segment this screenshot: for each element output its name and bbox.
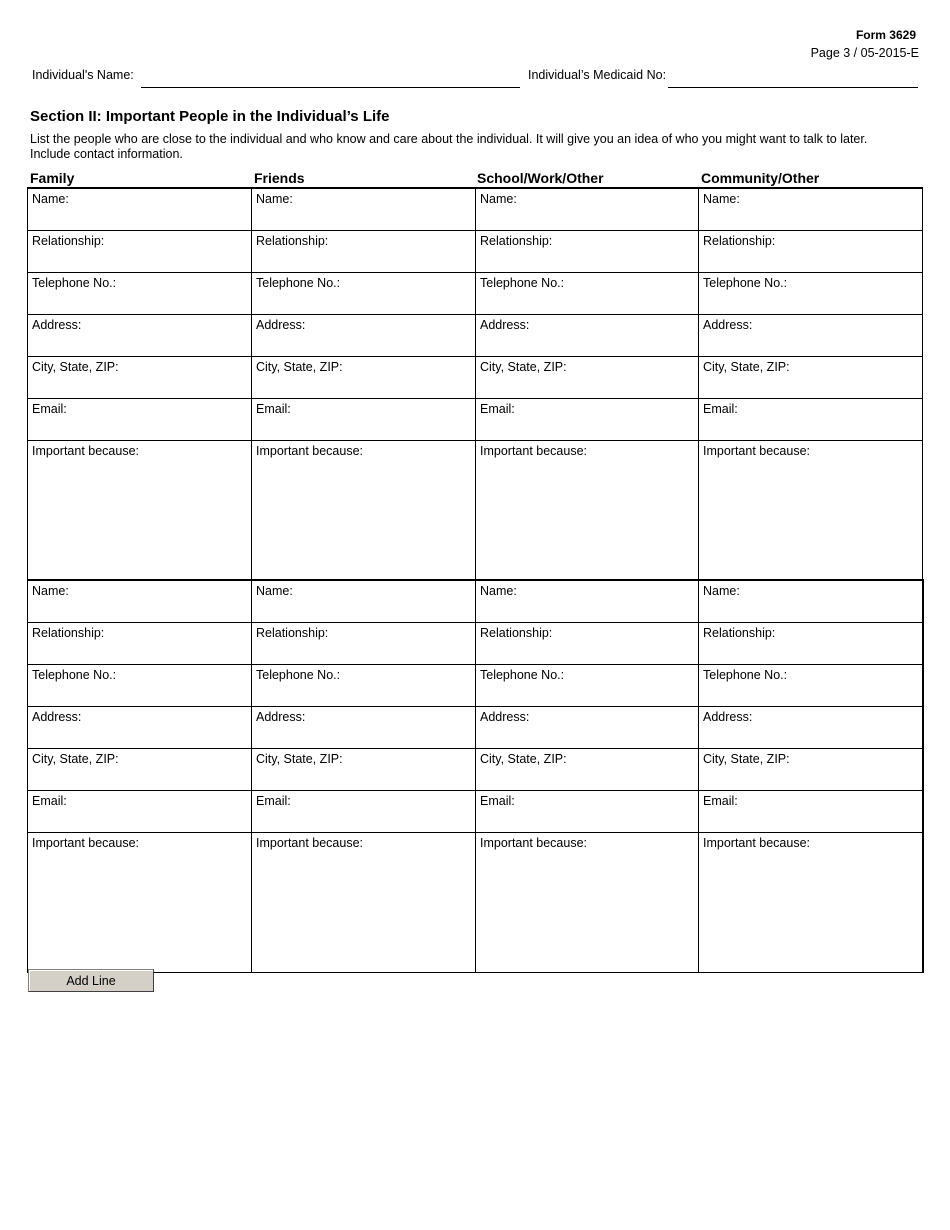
- telephone-field[interactable]: Telephone No.:: [476, 664, 699, 706]
- email-field[interactable]: Email:: [476, 790, 699, 832]
- address-field[interactable]: Address:: [699, 314, 923, 356]
- city-state-zip-field[interactable]: City, State, ZIP:: [28, 748, 252, 790]
- city-state-zip-field[interactable]: City, State, ZIP:: [699, 748, 923, 790]
- name-field[interactable]: Name:: [252, 580, 476, 622]
- telephone-field[interactable]: Telephone No.:: [476, 272, 699, 314]
- relationship-field[interactable]: Relationship:: [28, 622, 252, 664]
- email-field[interactable]: Email:: [28, 398, 252, 440]
- city-state-zip-field[interactable]: City, State, ZIP:: [252, 748, 476, 790]
- relationship-field[interactable]: Relationship:: [699, 230, 923, 272]
- email-field[interactable]: Email:: [252, 398, 476, 440]
- important-because-field[interactable]: Important because:: [252, 832, 476, 972]
- section-title: Section II: Important People in the Individual’s Life: [30, 108, 390, 125]
- important-because-field[interactable]: Important because:: [476, 440, 699, 580]
- address-field[interactable]: Address:: [28, 706, 252, 748]
- telephone-field[interactable]: Telephone No.:: [252, 664, 476, 706]
- address-field[interactable]: Address:: [28, 314, 252, 356]
- important-because-field[interactable]: Important because:: [699, 440, 923, 580]
- relationship-field[interactable]: Relationship:: [252, 230, 476, 272]
- email-field[interactable]: Email:: [476, 398, 699, 440]
- telephone-field[interactable]: Telephone No.:: [699, 272, 923, 314]
- relationship-field[interactable]: Relationship:: [476, 622, 699, 664]
- table-row: [28, 832, 923, 972]
- table-row: [28, 440, 923, 580]
- table-row: [28, 706, 923, 748]
- email-field[interactable]: Email:: [28, 790, 252, 832]
- relationship-field[interactable]: Relationship:: [252, 622, 476, 664]
- city-state-zip-field[interactable]: City, State, ZIP:: [476, 748, 699, 790]
- individual-name-label: Individual's Name:: [32, 68, 134, 82]
- address-field[interactable]: Address:: [252, 314, 476, 356]
- column-header-friends: Friends: [254, 170, 305, 186]
- table-row: [28, 622, 923, 664]
- intro-line-1: List the people who are close to the individual and who know and care about the individual. It will give you an idea of who you might want to talk to later.: [30, 132, 868, 146]
- address-field[interactable]: Address:: [476, 314, 699, 356]
- important-because-field[interactable]: Important because:: [28, 832, 252, 972]
- name-field[interactable]: Name:: [476, 188, 699, 230]
- individual-name-field[interactable]: [141, 87, 520, 88]
- important-because-field[interactable]: Important because:: [252, 440, 476, 580]
- name-field[interactable]: Name:: [476, 580, 699, 622]
- table-row: [28, 272, 923, 314]
- address-field[interactable]: Address:: [476, 706, 699, 748]
- name-field[interactable]: Name:: [699, 188, 923, 230]
- name-field[interactable]: Name:: [28, 188, 252, 230]
- telephone-field[interactable]: Telephone No.:: [699, 664, 923, 706]
- table-row: [28, 790, 923, 832]
- intro-line-2: Include contact information.: [30, 147, 183, 161]
- form-number: Form 3629: [855, 28, 916, 42]
- telephone-field[interactable]: Telephone No.:: [252, 272, 476, 314]
- important-because-field[interactable]: Important because:: [699, 832, 923, 972]
- page-info: Page 3 / 05-2015-E: [810, 46, 919, 60]
- table-row: [28, 356, 923, 398]
- telephone-field[interactable]: Telephone No.:: [28, 272, 252, 314]
- address-field[interactable]: Address:: [699, 706, 923, 748]
- city-state-zip-field[interactable]: City, State, ZIP:: [476, 356, 699, 398]
- email-field[interactable]: Email:: [699, 790, 923, 832]
- medicaid-no-label: Individual’s Medicaid No:: [528, 68, 667, 82]
- address-field[interactable]: Address:: [252, 706, 476, 748]
- table-row: [28, 748, 923, 790]
- name-field[interactable]: Name:: [252, 188, 476, 230]
- email-field[interactable]: Email:: [252, 790, 476, 832]
- city-state-zip-field[interactable]: City, State, ZIP:: [28, 356, 252, 398]
- add-line-button[interactable]: Add Line: [28, 969, 154, 992]
- name-field[interactable]: Name:: [699, 580, 923, 622]
- relationship-field[interactable]: Relationship:: [699, 622, 923, 664]
- column-header-family: Family: [30, 170, 75, 186]
- table-row: [28, 580, 923, 622]
- name-field[interactable]: Name:: [28, 580, 252, 622]
- city-state-zip-field[interactable]: City, State, ZIP:: [699, 356, 923, 398]
- table-row: [28, 398, 923, 440]
- relationship-field[interactable]: Relationship:: [476, 230, 699, 272]
- relationship-field[interactable]: Relationship:: [28, 230, 252, 272]
- important-people-table: [27, 187, 924, 973]
- table-row: [28, 314, 923, 356]
- table-row: [28, 188, 923, 230]
- table-row: [28, 664, 923, 706]
- column-header-community: Community/Other: [701, 170, 820, 186]
- important-because-field[interactable]: Important because:: [28, 440, 252, 580]
- email-field[interactable]: Email:: [699, 398, 923, 440]
- important-because-field[interactable]: Important because:: [476, 832, 699, 972]
- medicaid-no-field[interactable]: [668, 87, 918, 88]
- section-intro: [30, 132, 910, 162]
- telephone-field[interactable]: Telephone No.:: [28, 664, 252, 706]
- city-state-zip-field[interactable]: City, State, ZIP:: [252, 356, 476, 398]
- column-header-school-work: School/Work/Other: [477, 170, 604, 186]
- table-row: [28, 230, 923, 272]
